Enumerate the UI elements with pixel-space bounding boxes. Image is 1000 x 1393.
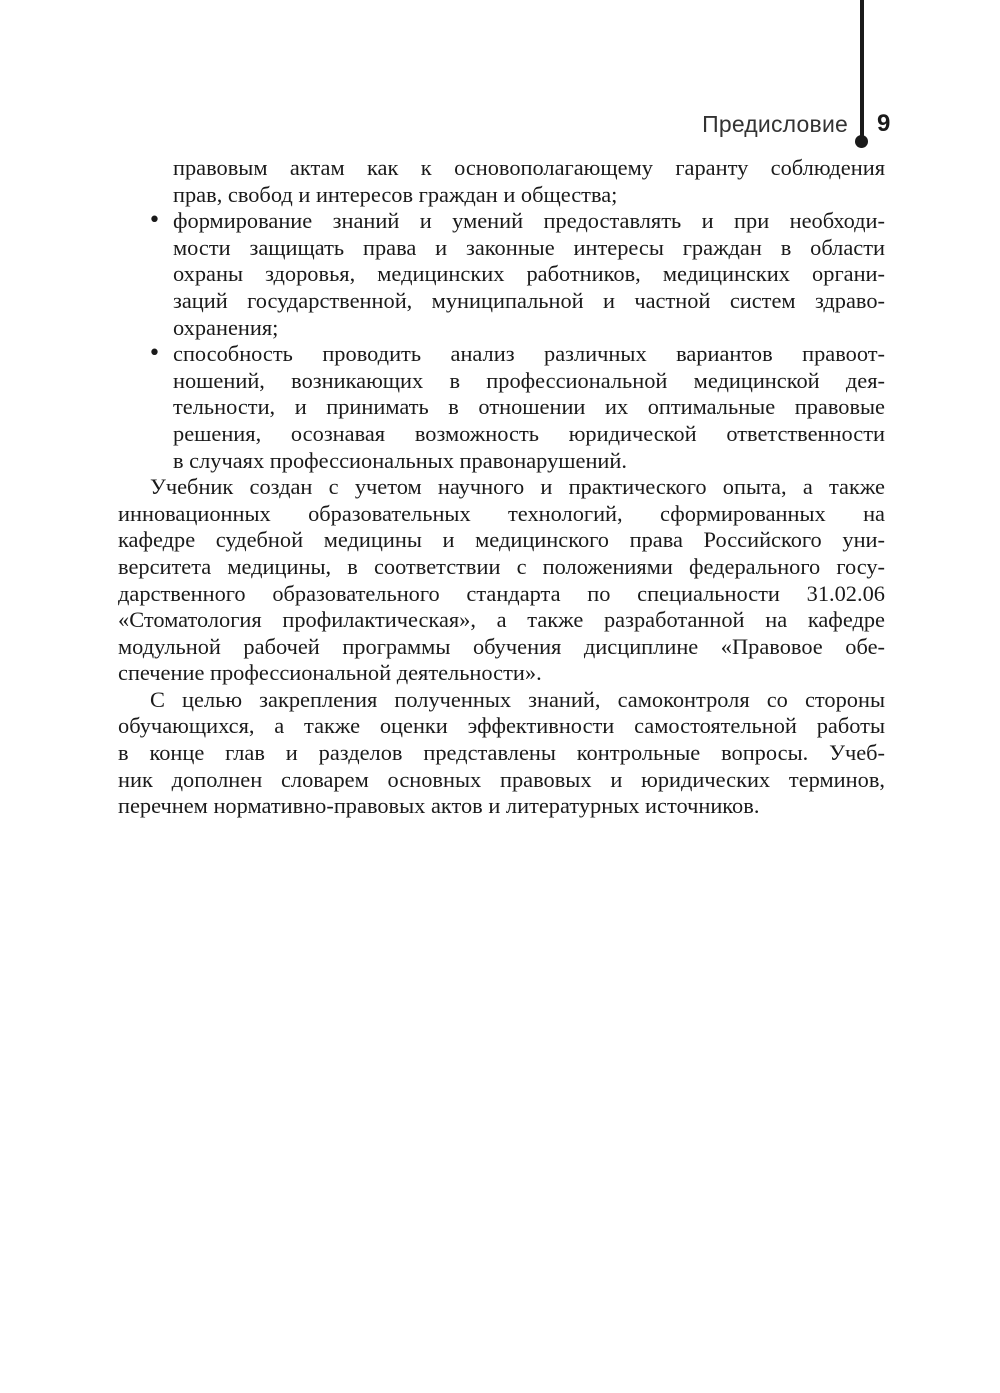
paragraph [118,687,885,820]
text-line: тельности, и принимать в отношении их оптимальные правовые [173,394,885,420]
text-line: обучающихся, а также оценки эффективности самостоятельной работы [118,713,885,739]
list-continuation [118,155,885,208]
text-line: мости защищать права и законные интересы граждан в области [173,234,885,260]
text-line: в случаях профессиональных правонарушений. [173,447,627,473]
page-body [118,155,885,820]
bullet-icon: • [148,208,161,234]
text-line: дарственного образовательного стандарта по специальности 31.02.06 [118,580,885,606]
text-line: «Стоматология профилактическая», а также разработанной на кафедре [118,607,885,633]
text-line: ник дополнен словарем основных правовых и юридических терминов, [118,766,885,792]
running-section-title: Предисловие [702,111,848,137]
text-line: решения, осознавая возможность юридической ответственности [173,420,885,446]
text-line: формирование знаний и умений предоставлять и при необходи- [173,208,885,234]
text-line: кафедре судебной медицины и медицинского права Российского уни- [118,527,885,553]
text-line: прав, свобод и интересов граждан и общества; [173,181,618,207]
text-line: верситета медицины, в соответствии с положениями федерального госу- [118,553,885,579]
text-line: спечение профессиональной деятельности». [118,660,542,686]
text-line: С целью закрепления полученных знаний, самоконтроля со стороны [150,686,885,712]
bullet-item [118,341,885,474]
text-line: инновационных образовательных технологий, сформированных на [118,500,885,526]
text-line: ношений, возникающих в профессиональной медицинской дея- [173,367,885,393]
text-line: перечнем нормативно-правовых актов и литературных источников. [118,793,760,819]
bullet-icon: • [148,341,161,367]
header-vertical-rule [860,0,864,140]
header-rule-dot [855,135,868,148]
text-line: в конце глав и разделов представлены контрольные вопросы. Учеб- [118,740,885,766]
page-number: 9 [877,110,891,137]
bullet-item [118,208,885,341]
text-line: охранения; [173,314,279,340]
text-line: Учебник создан с учетом научного и практического опыта, а также [150,474,885,500]
text-line: охраны здоровья, медицинских работников, медицинских органи- [173,261,885,287]
text-line: модульной рабочей программы обучения дисциплине «Правовое обе- [118,633,885,659]
text-line: способность проводить анализ различных вариантов правоот- [173,341,885,367]
text-line: правовым актам как к основополагающему гаранту соблюдения [173,155,885,180]
paragraph [118,474,885,687]
text-line: заций государственной, муниципальной и частной систем здраво- [173,287,885,313]
